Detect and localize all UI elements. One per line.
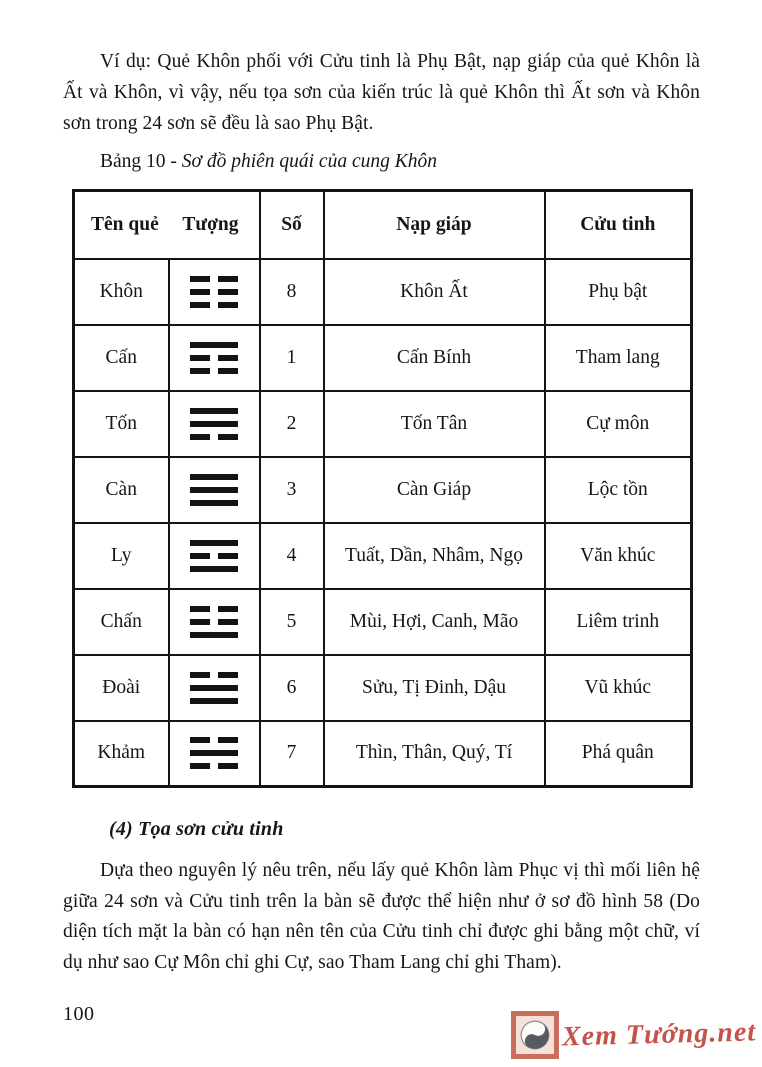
trigram-icon <box>190 342 238 374</box>
intro-paragraph: Ví dụ: Quẻ Khôn phối với Cửu tinh là Phụ Bật, nạp giáp của quẻ Khôn là Ất và Khôn, vì vậy, nếu tọa sơn của kiến trúc là quẻ Khôn thì Ất sơn và Khôn sơn trong 24 sơn sẽ đều là sao Phụ Bật. <box>63 51 700 134</box>
so-cell: 4 <box>260 523 324 589</box>
nap-giap-cell: Tốn Tân <box>324 391 545 457</box>
table-row <box>74 457 692 523</box>
header-cell-nap-giap: Nạp giáp <box>324 191 545 259</box>
ten-que-cell: Ly <box>74 523 169 589</box>
cuu-tinh-cell: Cự môn <box>545 391 692 457</box>
trigram-icon <box>190 540 238 572</box>
trigram-icon <box>190 737 238 769</box>
ten-que-cell: Càn <box>74 457 169 523</box>
table-row <box>74 259 692 325</box>
tuong-cell <box>169 523 260 589</box>
header-cell-ten-que-tuong <box>74 191 260 259</box>
phien-quai-table <box>72 189 693 788</box>
table-row <box>74 589 692 655</box>
trigram-icon <box>190 474 238 506</box>
nap-giap-cell: Cấn Bính <box>324 325 545 391</box>
ten-que-cell: Cấn <box>74 325 169 391</box>
tuong-cell <box>169 721 260 787</box>
table-row <box>74 655 692 721</box>
trigram-icon <box>190 408 238 440</box>
cuu-tinh-cell: Văn khúc <box>545 523 692 589</box>
watermark-text: Xem Tướng.net <box>561 1016 757 1053</box>
cuu-tinh-cell: Vũ khúc <box>545 655 692 721</box>
tuong-cell <box>169 391 260 457</box>
table-caption-title: Sơ đồ phiên quái của cung Khôn <box>181 151 437 172</box>
nap-giap-cell: Thìn, Thân, Quý, Tí <box>324 721 545 787</box>
tuong-cell <box>169 325 260 391</box>
table-caption-label: Bảng 10 - <box>100 151 182 172</box>
so-cell: 2 <box>260 391 324 457</box>
cuu-tinh-cell: Phụ bật <box>545 259 692 325</box>
table-row <box>74 523 692 589</box>
header-label-ten-que: Tên quẻ <box>91 213 159 235</box>
so-cell: 7 <box>260 721 324 787</box>
header-cell-so: Số <box>260 191 324 259</box>
so-cell: 1 <box>260 325 324 391</box>
ten-que-cell: Đoài <box>74 655 169 721</box>
header-label-tuong: Tượng <box>182 213 239 235</box>
table-row <box>74 721 692 787</box>
tuong-cell <box>169 259 260 325</box>
tuong-cell <box>169 457 260 523</box>
table-row <box>74 325 692 391</box>
cuu-tinh-cell: Lộc tồn <box>545 457 692 523</box>
so-cell: 6 <box>260 655 324 721</box>
table-caption <box>63 151 700 173</box>
ten-que-cell: Khôn <box>74 259 169 325</box>
yin-yang-icon <box>511 1011 559 1059</box>
cuu-tinh-cell: Liêm trinh <box>545 589 692 655</box>
nap-giap-cell: Mùi, Hợi, Canh, Mão <box>324 589 545 655</box>
so-cell: 3 <box>260 457 324 523</box>
ten-que-cell: Chấn <box>74 589 169 655</box>
body-paragraph: Dựa theo nguyên lý nêu trên, nếu lấy quẻ Khôn làm Phục vị thì mối liên hệ giữa 24 sơn và Cửu tinh trên la bàn sẽ được thể hiện như ở sơ đồ hình 58 (Do diện tích mặt la bàn có hạn nên tên của Cửu tinh chỉ được ghi bằng một chữ, ví dụ như sao Cự Môn chỉ ghi Cự, sao Tham Lang chỉ ghi Tham). <box>63 860 700 973</box>
table-row <box>74 391 692 457</box>
cuu-tinh-cell: Phá quân <box>545 721 692 787</box>
nap-giap-cell: Tuất, Dần, Nhâm, Ngọ <box>324 523 545 589</box>
nap-giap-cell: Khôn Ất <box>324 259 545 325</box>
tuong-cell <box>169 655 260 721</box>
page-number: 100 <box>63 1003 95 1025</box>
tuong-cell <box>169 589 260 655</box>
section-heading: (4) Tọa sơn cửu tinh <box>109 818 284 840</box>
cuu-tinh-cell: Tham lang <box>545 325 692 391</box>
trigram-icon <box>190 276 238 308</box>
so-cell: 8 <box>260 259 324 325</box>
nap-giap-cell: Sửu, Tị Đinh, Dậu <box>324 655 545 721</box>
nap-giap-cell: Càn Giáp <box>324 457 545 523</box>
watermark <box>511 1011 756 1059</box>
trigram-icon <box>190 606 238 638</box>
ten-que-cell: Tốn <box>74 391 169 457</box>
header-cell-cuu-tinh: Cửu tinh <box>545 191 692 259</box>
table-header-row <box>74 191 692 259</box>
so-cell: 5 <box>260 589 324 655</box>
ten-que-cell: Khảm <box>74 721 169 787</box>
trigram-icon <box>190 672 238 704</box>
